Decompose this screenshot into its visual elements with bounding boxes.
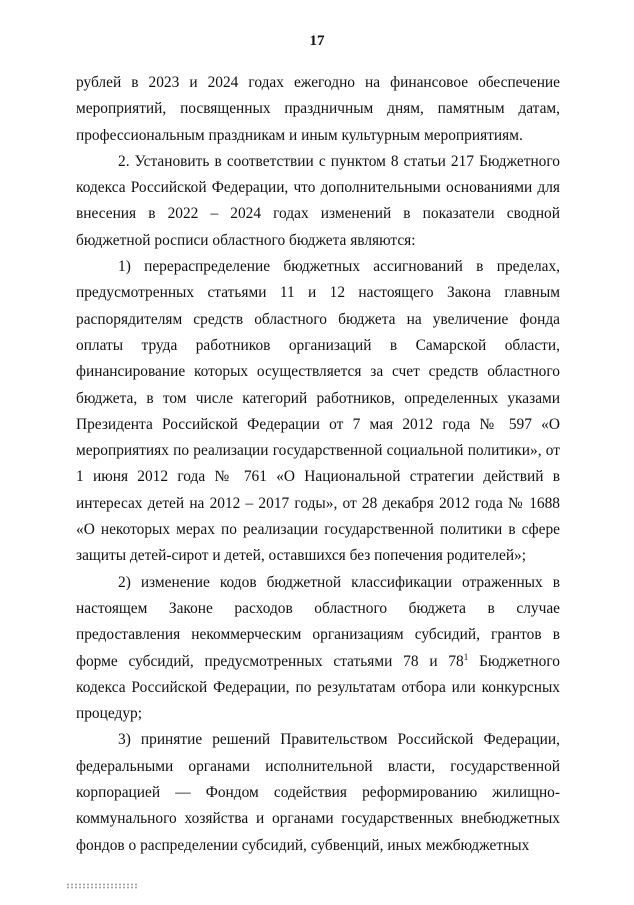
- scan-artifact: [66, 883, 138, 889]
- document-body: [76, 70, 560, 859]
- paragraph-subitem-1: 1) перераспределение бюджетных ассигнований в пределах, предусмотренных статьями 11 и 12 настоящего Закона главным распорядителям средств областного бюджета на увеличение фонда оплаты труда работников организаций в Самарской области, финансирование которых осуществляется за счет средств областного бюджета, в том числе категорий работников, определенных указами Президента Российской Федерации от 7 мая 2012 года № 597 «О мероприятиях по реализации государственной социальной политики», от 1 июня 2012 года № 761 «О Национальной стратегии действий в интересах детей на 2012 – 2017 годы», от 28 декабря 2012 года № 1688 «О некоторых мерах по реализации государственной политики в сфере защиты детей-сирот и детей, оставшихся без попечения родителей»;: [76, 258, 560, 565]
- paragraph-subitem-3: 3) принятие решений Правительством Российской Федерации, федеральными органами исполнительной власти, государственной корпорацией — Фондом содействия реформированию жилищно-коммунального хозяйства и органами государственных внебюджетных фондов о распределении субсидий, субвенций, иных межбюджетных: [76, 731, 560, 854]
- paragraph-subitem-2: [76, 570, 560, 728]
- paragraph-item-2: 2. Установить в соответствии с пунктом 8 статьи 217 Бюджетного кодекса Российской Федерации, что дополнительными основаниями для внесения в 2022 – 2024 годах изменений в показатели сводной бюджетной росписи областного бюджета являются:: [76, 152, 560, 249]
- subitem-2-text-start: 2) изменение кодов бюджетной классификации отраженных в настоящем Законе расходов областного бюджета в случае предоставления некоммерческим организациям субсидий, грантов в форме субсидий, предусмотренных статьями 78 и 78: [76, 573, 560, 670]
- page-number: 17: [309, 33, 325, 49]
- article-superscript: 1: [463, 651, 469, 662]
- subitem-2-text-end: Бюджетного кодекса Российской Федерации, по результатам отбора или конкурсных процедур;: [76, 652, 560, 723]
- paragraph-continuation: рублей в 2023 и 2024 годах ежегодно на финансовое обеспечение мероприятий, посвященных праздничным дням, памятным датам, профессиональным праздникам и иным культурным мероприятиям.: [76, 74, 560, 144]
